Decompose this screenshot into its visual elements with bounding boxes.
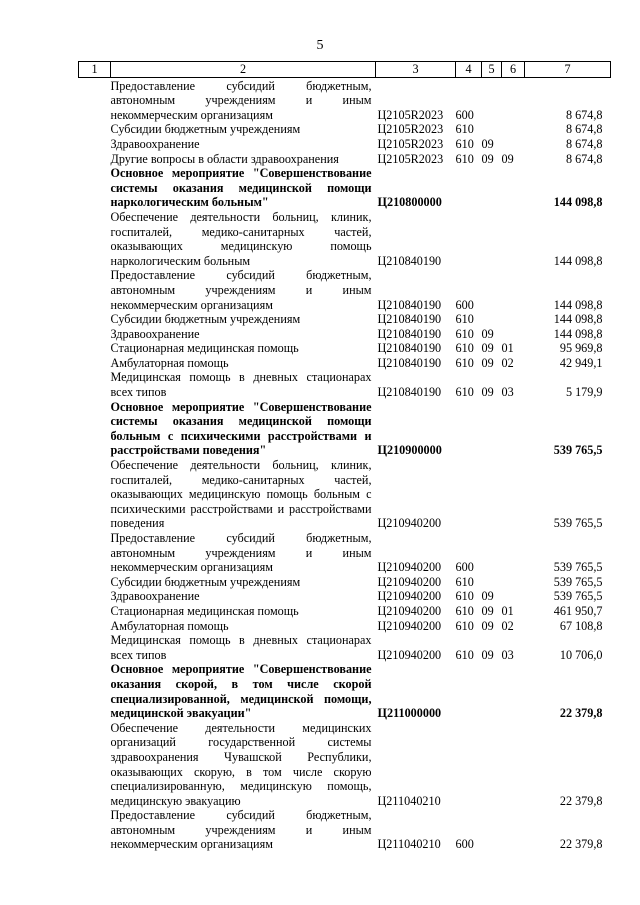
table-header-row <box>79 62 611 78</box>
target-code: Ц210840190 <box>377 253 442 268</box>
item-name: Предоставление субсидий бюджетным, автономным учреждениям и иным некоммерческим организациям <box>110 531 372 575</box>
subsection <box>502 589 525 604</box>
item-name: Обеспечение деятельности больниц, клиник, госпиталей, медико-санитарных частей, оказывающих медицинскую помощь больным с психическими расстройствами и расстройствами поведения <box>110 458 372 531</box>
empty-cell <box>79 575 111 590</box>
empty-cell <box>79 327 111 342</box>
column-header: 7 <box>525 62 611 78</box>
empty-cell <box>79 312 111 327</box>
item-name: Здравоохранение <box>110 589 200 604</box>
target-code: Ц210940200 <box>377 603 442 618</box>
empty-cell <box>79 137 111 152</box>
section: 09 <box>481 589 494 604</box>
column-header: 1 <box>79 62 111 78</box>
table-body <box>79 77 611 852</box>
subsection: 01 <box>501 341 514 356</box>
empty-cell <box>79 808 111 852</box>
amount: 539 765,5 <box>553 589 603 604</box>
subsection <box>502 721 525 809</box>
section: 09 <box>481 385 494 400</box>
target-code: Ц210840190 <box>377 312 442 327</box>
item-name: Субсидии бюджетным учреждениям <box>110 574 301 589</box>
empty-cell <box>79 268 111 312</box>
amount: 539 765,5 <box>553 443 603 458</box>
table-row <box>79 531 611 575</box>
item-name: Субсидии бюджетным учреждениям <box>110 122 301 137</box>
expense-type <box>456 400 482 458</box>
subsection <box>502 400 525 458</box>
expense-type: 610 <box>455 151 474 166</box>
section: 09 <box>481 603 494 618</box>
target-code: Ц210800000 <box>377 195 442 210</box>
table-row <box>79 400 611 458</box>
target-code: Ц210840190 <box>377 326 442 341</box>
target-code: Ц210940200 <box>377 618 442 633</box>
expense-type <box>456 721 482 809</box>
section: 09 <box>481 341 494 356</box>
item-name: Здравоохранение <box>110 136 200 151</box>
empty-cell <box>79 589 111 604</box>
item-name: Медицинская помощь в дневных стационарах всех типов <box>110 370 372 400</box>
column-header: 6 <box>502 62 525 78</box>
expense-type: 610 <box>455 355 474 370</box>
column-header: 3 <box>376 62 456 78</box>
amount: 8 674,8 <box>565 122 603 137</box>
empty-cell <box>79 633 111 662</box>
section <box>482 312 502 327</box>
section <box>482 166 502 210</box>
amount: 5 179,9 <box>565 385 603 400</box>
section: 09 <box>481 647 494 662</box>
table-row <box>79 356 611 371</box>
table-row <box>79 122 611 137</box>
subsection <box>502 458 525 531</box>
target-code: Ц210940200 <box>377 589 442 604</box>
target-code: Ц210900000 <box>377 443 442 458</box>
item-name: Амбулаторная помощь <box>110 618 229 633</box>
expense-type: 610 <box>455 341 474 356</box>
target-code: Ц2105R2023 <box>377 107 444 122</box>
target-code: Ц2105R2023 <box>377 122 444 137</box>
empty-cell <box>79 152 111 167</box>
section <box>482 458 502 531</box>
target-code: Ц211040210 <box>377 837 441 852</box>
expense-type: 610 <box>455 589 474 604</box>
table-row <box>79 633 611 662</box>
target-code: Ц2105R2023 <box>377 151 444 166</box>
section <box>482 531 502 575</box>
column-header: 2 <box>111 62 376 78</box>
subsection <box>502 122 525 137</box>
target-code: Ц210840190 <box>377 355 442 370</box>
expense-type: 610 <box>455 618 474 633</box>
section <box>482 721 502 809</box>
target-code: Ц210940200 <box>377 574 442 589</box>
table-row <box>79 619 611 634</box>
item-name: Предоставление субсидий бюджетным, автономным учреждениям и иным некоммерческим организациям <box>110 268 372 312</box>
target-code: Ц210940200 <box>377 560 442 575</box>
item-name: Субсидии бюджетным учреждениям <box>110 312 301 327</box>
amount: 22 379,8 <box>559 706 603 721</box>
expense-type: 610 <box>455 136 474 151</box>
expense-type: 610 <box>455 326 474 341</box>
expense-type: 610 <box>455 385 474 400</box>
item-name: Обеспечение деятельности медицинских организаций государственной системы здравоохранения Чувашской Республики, оказывающих скорую, в том числе скорую специализированную, медицинскую помощь, медицинскую эвакуацию <box>110 720 372 808</box>
subsection: 01 <box>501 603 514 618</box>
empty-cell <box>79 210 111 268</box>
expense-type: 600 <box>455 107 474 122</box>
expense-type <box>456 210 482 268</box>
subsection <box>502 166 525 210</box>
table-row <box>79 137 611 152</box>
subsection: 09 <box>501 151 514 166</box>
item-name: Стационарная медицинская помощь <box>110 603 299 618</box>
table-row <box>79 575 611 590</box>
section <box>482 77 502 122</box>
subsection: 02 <box>501 355 514 370</box>
amount: 8 674,8 <box>565 107 603 122</box>
item-name: Другие вопросы в области здравоохранения <box>110 151 339 166</box>
empty-cell <box>79 721 111 809</box>
amount: 8 674,8 <box>565 151 603 166</box>
subsection <box>502 268 525 312</box>
table-row <box>79 312 611 327</box>
section <box>482 122 502 137</box>
amount: 67 108,8 <box>559 618 603 633</box>
expense-type: 610 <box>455 312 474 327</box>
expense-type: 600 <box>455 297 474 312</box>
empty-cell <box>79 400 111 458</box>
expense-type <box>456 458 482 531</box>
amount: 144 098,8 <box>553 195 603 210</box>
amount: 144 098,8 <box>553 297 603 312</box>
subsection <box>502 575 525 590</box>
page-number: 5 <box>316 38 324 53</box>
item-name: Здравоохранение <box>110 326 200 341</box>
table-row <box>79 370 611 399</box>
target-code: Ц211000000 <box>377 706 442 721</box>
item-name: Медицинская помощь в дневных стационарах всех типов <box>110 633 372 662</box>
table-row <box>79 604 611 619</box>
target-code: Ц210840190 <box>377 297 442 312</box>
section: 09 <box>481 151 494 166</box>
item-name: Предоставление субсидий бюджетным, автономным учреждениям и иным некоммерческим организациям <box>110 78 372 122</box>
section: 09 <box>481 136 494 151</box>
empty-cell <box>79 662 111 720</box>
amount: 22 379,8 <box>559 793 603 808</box>
amount: 144 098,8 <box>553 326 603 341</box>
empty-cell <box>79 370 111 399</box>
empty-cell <box>79 122 111 137</box>
table-row <box>79 341 611 356</box>
table-row <box>79 77 611 122</box>
empty-cell <box>79 356 111 371</box>
target-code: Ц210840190 <box>377 385 442 400</box>
subsection <box>502 531 525 575</box>
subsection: 03 <box>501 385 514 400</box>
section <box>482 662 502 720</box>
table-row <box>79 662 611 720</box>
table-row <box>79 327 611 342</box>
expense-type: 600 <box>455 560 474 575</box>
item-name: Стационарная медицинская помощь <box>110 341 299 356</box>
budget-table <box>78 61 611 852</box>
empty-cell <box>79 604 111 619</box>
expense-type: 610 <box>455 574 474 589</box>
section <box>482 268 502 312</box>
table-row <box>79 152 611 167</box>
amount: 539 765,5 <box>553 560 603 575</box>
section: 09 <box>481 326 494 341</box>
empty-cell <box>79 77 111 122</box>
item-name: Амбулаторная помощь <box>110 355 229 370</box>
empty-cell <box>79 341 111 356</box>
empty-cell <box>79 166 111 210</box>
expense-type <box>456 166 482 210</box>
section <box>482 210 502 268</box>
subsection <box>502 327 525 342</box>
section <box>482 575 502 590</box>
item-name: Основное мероприятие "Совершенствование системы оказания медицинской помощи больным с психическими расстройствами и расстройствами поведения" <box>110 399 372 458</box>
table-row <box>79 589 611 604</box>
table-row <box>79 166 611 210</box>
table-row <box>79 808 611 852</box>
column-header: 4 <box>456 62 482 78</box>
subsection <box>502 808 525 852</box>
subsection <box>502 137 525 152</box>
subsection <box>502 312 525 327</box>
section <box>482 808 502 852</box>
expense-type: 610 <box>455 122 474 137</box>
item-name: Обеспечение деятельности больниц, клиник, госпиталей, медико-санитарных частей, оказывающих медицинскую помощь наркологическим больным <box>110 209 372 268</box>
table-row <box>79 458 611 531</box>
empty-cell <box>79 531 111 575</box>
amount: 539 765,5 <box>553 516 603 531</box>
empty-cell <box>79 458 111 531</box>
amount: 8 674,8 <box>565 136 603 151</box>
empty-cell <box>79 619 111 634</box>
subsection: 03 <box>501 647 514 662</box>
section <box>482 400 502 458</box>
expense-type <box>456 662 482 720</box>
item-name: Основное мероприятие "Совершенствование оказания скорой, в том числе скорой специализированной, медицинской помощи, медицинской эвакуации" <box>110 662 372 721</box>
table-row <box>79 268 611 312</box>
amount: 42 949,1 <box>559 355 603 370</box>
target-code: Ц210940200 <box>377 647 442 662</box>
column-header: 5 <box>482 62 502 78</box>
amount: 539 765,5 <box>553 574 603 589</box>
expense-type: 610 <box>455 647 474 662</box>
item-name: Основное мероприятие "Совершенствование системы оказания медицинской помощи наркологическим больным" <box>110 166 372 210</box>
section: 09 <box>481 618 494 633</box>
amount: 10 706,0 <box>559 647 603 662</box>
subsection <box>502 662 525 720</box>
amount: 144 098,8 <box>553 253 603 268</box>
item-name: Предоставление субсидий бюджетным, автономным учреждениям и иным некоммерческим организациям <box>110 808 372 852</box>
table-row <box>79 210 611 268</box>
section: 09 <box>481 355 494 370</box>
target-code: Ц210840190 <box>377 341 442 356</box>
table-row <box>79 721 611 809</box>
target-code: Ц2105R2023 <box>377 136 444 151</box>
target-code: Ц211040210 <box>377 793 441 808</box>
subsection <box>502 77 525 122</box>
amount: 95 969,8 <box>559 341 603 356</box>
expense-type: 610 <box>455 603 474 618</box>
target-code: Ц210940200 <box>377 516 442 531</box>
amount: 144 098,8 <box>553 312 603 327</box>
amount: 461 950,7 <box>553 603 603 618</box>
amount: 22 379,8 <box>559 837 603 852</box>
expense-type: 600 <box>455 837 474 852</box>
subsection: 02 <box>501 618 514 633</box>
subsection <box>502 210 525 268</box>
